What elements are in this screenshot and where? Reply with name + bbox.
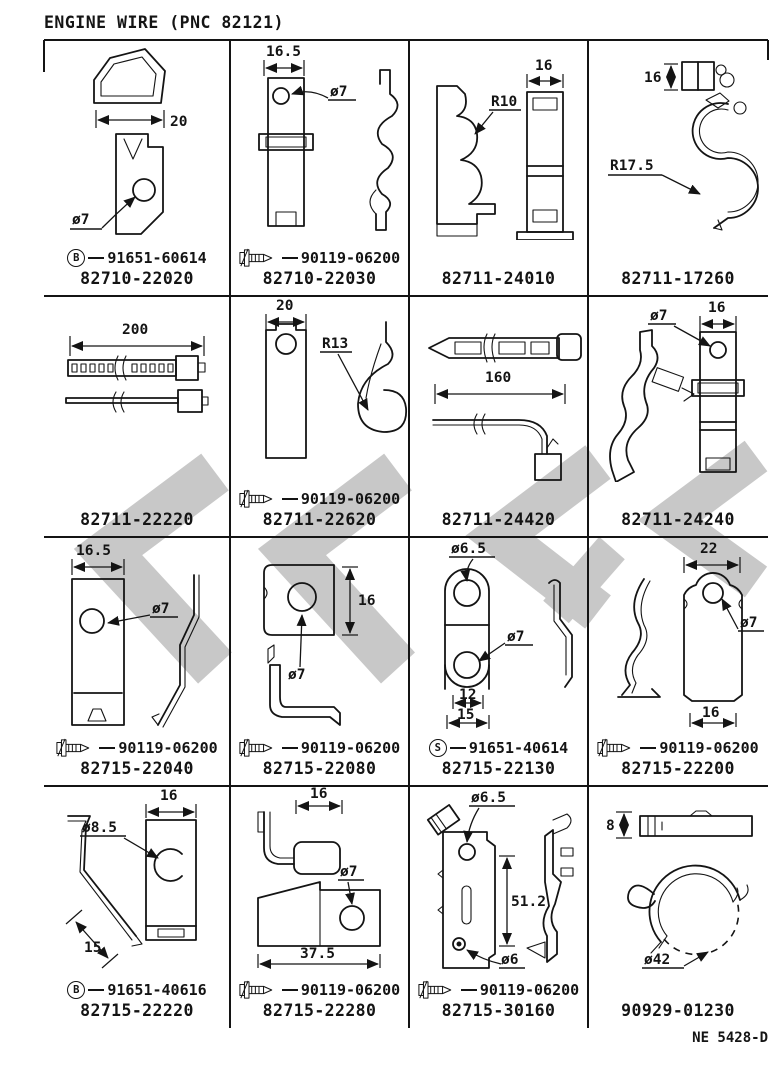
z-bracket-side-figure	[549, 580, 572, 687]
leader-dash	[450, 747, 466, 749]
s-clamp-figure	[693, 103, 758, 230]
part-drawing-82715-22200	[588, 537, 768, 729]
part-number: 82711-24240	[621, 510, 735, 529]
labels	[588, 1001, 768, 1023]
labels	[44, 737, 230, 781]
part-number: 82715-30160	[441, 1001, 556, 1020]
cell-r4c2	[230, 786, 409, 1028]
part-drawing-82715-22040	[44, 537, 230, 729]
dim-label: ø6.5	[451, 541, 486, 557]
labels	[588, 737, 768, 781]
cell-r4c4	[588, 786, 768, 1028]
dim-label: 8	[606, 818, 615, 834]
cable-tie-figure	[429, 334, 581, 362]
dim-label: 22	[700, 541, 718, 557]
strap-front-figure	[259, 78, 313, 226]
dim-label: ø7	[650, 308, 668, 324]
dim-label: 16	[708, 300, 726, 316]
bolt-icon	[239, 488, 279, 510]
labels	[409, 269, 588, 291]
labels	[409, 737, 588, 781]
part-number: 82715-22040	[80, 759, 194, 778]
part-number: 82711-17260	[621, 269, 735, 288]
wire-figure	[433, 414, 561, 480]
dim-label: R17.5	[610, 158, 654, 174]
hook-figure	[358, 322, 406, 432]
bolt-icon	[418, 979, 458, 1001]
l-bracket-side-figure	[268, 645, 340, 725]
plate-figure	[72, 579, 124, 725]
page-title: ENGINE WIRE (PNC 82121)	[44, 13, 284, 32]
part-drawing-82711-17260	[588, 40, 768, 240]
bent-duct-figure	[94, 49, 165, 103]
dim-label: 16	[644, 70, 662, 86]
wedge-bracket-figure	[258, 882, 380, 946]
cell-r3c3	[409, 537, 588, 786]
labels	[230, 979, 409, 1023]
part-drawing-82715-22280	[230, 786, 409, 972]
fastener-line	[239, 488, 400, 510]
labels	[44, 247, 230, 291]
double-hole-plate-figure	[445, 569, 489, 689]
cell-r2c1	[44, 296, 230, 537]
fastener-code: 90119-06200	[300, 490, 401, 508]
bracket-side-figure	[610, 330, 694, 482]
part-number: 82715-22080	[262, 759, 377, 778]
leader-dash	[282, 257, 298, 259]
dim-label: ø7	[740, 615, 758, 631]
labels	[44, 510, 230, 532]
cell-r4c3	[409, 786, 588, 1028]
labels	[230, 247, 409, 291]
dim-label: 37.5	[300, 946, 335, 962]
dim-label: 16	[310, 786, 328, 802]
fastener-code: 90119-06200	[118, 739, 218, 757]
dim-label: R10	[491, 94, 518, 110]
labels	[588, 269, 768, 291]
part-number: 82711-22620	[262, 510, 377, 529]
cell-r3c4	[588, 537, 768, 786]
part-number: 82715-22220	[80, 1001, 194, 1020]
dim-label: R13	[322, 336, 349, 352]
leader-dash	[88, 257, 104, 259]
cell-r1c1	[44, 40, 230, 296]
fastener-code: 90119-06200	[300, 981, 401, 999]
fastener-code: 91651-60614	[107, 249, 207, 267]
part-drawing-82715-22130	[409, 537, 588, 729]
bolt-icon	[597, 737, 637, 759]
strap-front-figure	[692, 332, 744, 472]
part-number: 82710-22020	[80, 269, 194, 288]
fastener-line	[418, 979, 579, 1001]
ring-clamp-figure	[628, 866, 748, 953]
dim-label: 12	[459, 687, 477, 703]
fastener-code: 90119-06200	[659, 739, 759, 757]
cable-tie-plain	[66, 390, 208, 412]
cell-r4c1	[44, 786, 230, 1028]
dim-label: 51.2	[511, 894, 546, 910]
part-number: 82715-22200	[621, 759, 735, 778]
dim-label: 20	[276, 298, 294, 314]
cell-r3c1	[44, 537, 230, 786]
cell-r3c2	[230, 537, 409, 786]
plate-side-figure	[527, 814, 573, 962]
bolt-icon	[239, 737, 279, 759]
part-number: 82710-22030	[262, 269, 377, 288]
part-number: 82711-22220	[80, 510, 194, 529]
dim-label: 16.5	[266, 44, 301, 60]
clamp-side-figure	[370, 70, 398, 230]
part-drawing-82711-24420	[409, 296, 588, 482]
fastener-line	[597, 737, 758, 759]
leader-dash	[282, 747, 298, 749]
cell-r1c3	[409, 40, 588, 296]
doc-code: NE 5428-D	[692, 1030, 768, 1046]
fastener-code: 90119-06200	[300, 249, 401, 267]
part-number: 82711-24010	[441, 269, 556, 288]
cell-r2c2	[230, 296, 409, 537]
circled-letter: B	[67, 981, 85, 999]
part-drawing-82715-30160	[409, 786, 588, 972]
dim-label: 16	[160, 788, 178, 804]
part-drawing-82715-22080	[230, 537, 409, 729]
dim-label: ø7	[152, 601, 170, 617]
dim-label: 160	[485, 370, 512, 386]
plate-figure	[266, 324, 306, 458]
rod-side-figure	[152, 575, 199, 727]
dim-label: ø42	[644, 952, 671, 968]
fastener-line	[239, 737, 400, 759]
bracket-figure	[116, 134, 163, 234]
cell-r1c2	[230, 40, 409, 296]
dim-label: ø6.5	[471, 790, 506, 806]
leader-dash	[282, 498, 298, 500]
dim-label: 16	[702, 705, 720, 721]
fastener-line	[67, 979, 206, 1001]
dim-label: ø7	[330, 84, 348, 100]
circled-letter: S	[429, 739, 447, 757]
dim-label: 15	[457, 707, 475, 723]
plate-front-figure	[428, 805, 495, 968]
cable-tie-serrated	[68, 356, 205, 380]
dim-label: ø7	[288, 667, 306, 683]
s-bracket-side-figure	[618, 579, 660, 697]
bolt-icon	[56, 737, 96, 759]
dim-label: ø7	[72, 212, 90, 228]
bolt-icon	[239, 979, 279, 1001]
leader-dash	[88, 989, 104, 991]
plate-figure	[146, 820, 196, 940]
fastener-code: 90119-06200	[479, 981, 580, 999]
leader-dash	[640, 747, 656, 749]
labels	[230, 737, 409, 781]
part-drawing-82711-22620	[230, 296, 409, 482]
part-drawing-82710-22020	[44, 40, 230, 240]
dim-label: ø7	[507, 629, 525, 645]
leader-dash	[99, 747, 115, 749]
fastener-code: 91651-40616	[107, 981, 207, 999]
part-drawing-82711-24240	[588, 296, 768, 482]
labels	[588, 510, 768, 532]
labels	[44, 979, 230, 1023]
leader-dash	[282, 989, 298, 991]
clamp-side-figure	[437, 86, 495, 236]
fastener-line	[67, 247, 206, 269]
cell-r2c4	[588, 296, 768, 537]
dim-label: 20	[170, 114, 188, 130]
part-number: 82715-22280	[262, 1001, 377, 1020]
plate-figure	[264, 565, 334, 635]
leader-dash	[461, 989, 477, 991]
cell-r2c3	[409, 296, 588, 537]
dim-label: ø8.5	[82, 820, 117, 836]
fastener-line	[429, 737, 568, 759]
part-drawing-90929-01230	[588, 786, 768, 972]
dim-label: ø7	[340, 864, 358, 880]
part-drawing-82711-22220	[44, 296, 230, 482]
fastener-code: 91651-40614	[468, 739, 569, 757]
part-drawing-82711-24010	[409, 40, 588, 240]
clip-top-figure	[682, 62, 746, 114]
dim-label: 15	[84, 940, 102, 956]
bolt-icon	[239, 247, 279, 269]
cell-r1c4	[588, 40, 768, 296]
part-number: 82715-22130	[441, 759, 556, 778]
fastener-code: 90119-06200	[300, 739, 401, 757]
part-number: 90929-01230	[621, 1001, 735, 1020]
labels	[409, 510, 588, 532]
dim-label: 200	[122, 322, 149, 338]
tab-plate-figure	[684, 573, 742, 701]
labels	[230, 488, 409, 532]
part-drawing-82710-22030	[230, 40, 409, 240]
dim-label: 16.5	[76, 543, 111, 559]
fastener-line	[239, 979, 400, 1001]
part-drawing-82715-22220	[44, 786, 230, 972]
strap-top-view	[640, 811, 752, 836]
labels	[409, 979, 588, 1023]
fastener-line	[56, 737, 217, 759]
fastener-line	[239, 247, 400, 269]
hook-side-figure	[258, 812, 340, 874]
dim-label: ø6	[501, 952, 519, 968]
circled-letter: B	[67, 249, 85, 267]
dim-label: 16	[535, 58, 553, 74]
dim-label: 16	[358, 593, 376, 609]
strap-front-figure	[517, 92, 573, 240]
part-number: 82711-24420	[441, 510, 556, 529]
